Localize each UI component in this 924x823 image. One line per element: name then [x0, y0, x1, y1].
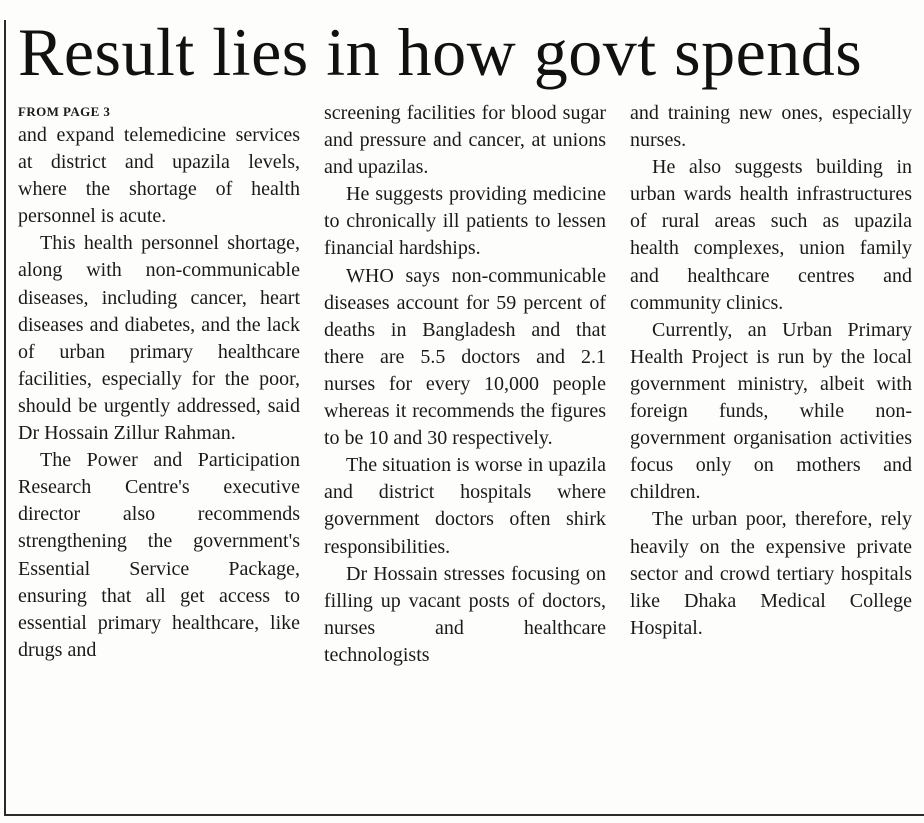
article-column-3	[630, 100, 912, 642]
jump-label: FROM PAGE 3	[18, 104, 111, 119]
paragraph: WHO says non-communicable diseases account for 59 percent of deaths in Bangladesh and that there are 5.5 doctors and 2.1 nurses for every 10,000 people whereas it recommends the figures to be 10 and 30 respectively.	[324, 264, 606, 450]
left-column-rule	[4, 20, 6, 815]
bottom-rule	[4, 814, 924, 816]
paragraph: He suggests providing medicine to chronically ill patients to lessen financial hardships.	[324, 183, 606, 260]
article-column-1	[18, 100, 300, 664]
paragraph: Dr Hossain stresses focusing on filling up vacant posts of doctors, nurses and healthcare technologists	[324, 562, 606, 666]
paragraph: This health personnel shortage, along with non-communicable diseases, including cancer, heart diseases and diabetes, and the lack of urban primary healthcare facilities, especially for the poor, should be urgently addressed, said Dr Hossain Zillur Rahman.	[18, 232, 300, 445]
paragraph: The Power and Participation Research Centre's executive director also recommends strengthening the government's Essential Service Package, ensuring that all get access to essential primary healthcare, like drugs and	[18, 449, 300, 661]
paragraph: screening facilities for blood sugar and pressure and cancer, at unions and upazilas.	[324, 102, 606, 179]
paragraph: The urban poor, therefore, rely heavily on the expensive private sector and crowd tertiary hospitals like Dhaka Medical College Hospital.	[630, 508, 912, 639]
article-column-2	[324, 100, 606, 669]
paragraph: and expand telemedicine services at district and upazila levels, where the shortage of health personnel is acute.	[18, 124, 300, 228]
paragraph: He also suggests building in urban wards health infrastructures of rural areas such as upazila health complexes, union family and healthcare centres and community clinics.	[630, 156, 912, 314]
paragraph: and training new ones, especially nurses.	[630, 102, 912, 152]
paragraph: Currently, an Urban Primary Health Project is run by the local government ministry, albeit with foreign funds, while non-government organisation activities focus only on mothers and children.	[630, 318, 912, 504]
headline: Result lies in how govt spends	[18, 14, 863, 90]
paragraph: The situation is worse in upazila and district hospitals where government doctors often shirk responsibilities.	[324, 454, 606, 558]
